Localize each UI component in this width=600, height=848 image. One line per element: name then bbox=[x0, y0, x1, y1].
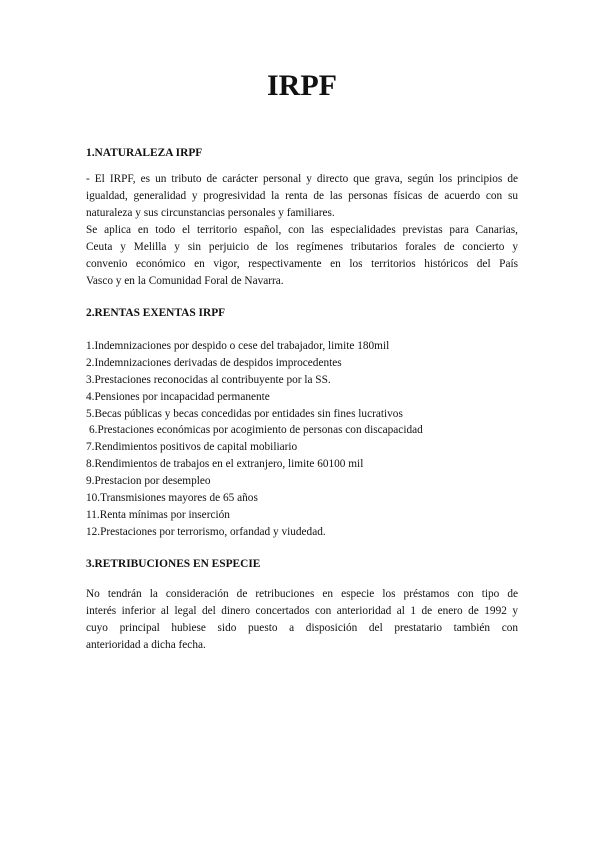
paragraph-line: Vasco y en la Comunidad Foral de Navarra. bbox=[86, 275, 284, 287]
list-item: 11.Renta mínimas por inserción bbox=[86, 508, 230, 521]
list-item: 3.Prestaciones reconocidas al contribuyente por la SS. bbox=[86, 373, 331, 386]
rentas-exentas-list bbox=[86, 338, 518, 541]
list-item: 1.Indemnizaciones por despido o cese del trabajador, limite 180mil bbox=[86, 340, 390, 352]
list-item: 9.Prestacion por desempleo bbox=[86, 475, 211, 488]
list-item: 7.Rendimientos positivos de capital mobiliario bbox=[86, 441, 298, 454]
paragraph-line: igualdad, generalidad y progresividad la renta de las personas físicas de acuerdo con su bbox=[86, 190, 518, 202]
paragraph-line: convenio económico en vigor, respectivamente en los territorios históricos del País bbox=[86, 258, 518, 270]
paragraph-line: naturaleza y sus circunstancias personales y familiares. bbox=[86, 207, 335, 219]
section-paragraph-retribuciones bbox=[86, 586, 518, 654]
list-item: 6.Prestaciones económicas por acogimiento de personas con discapacidad bbox=[89, 424, 423, 437]
paragraph-line: Ceuta y Melilla y sin perjuicio de los regímenes tributarios forales de concierto y bbox=[86, 241, 518, 253]
paragraph-line: No tendrán la consideración de retribuciones en especie los préstamos con tipo de bbox=[86, 588, 518, 600]
document-title: IRPF bbox=[267, 69, 337, 102]
list-item: 5.Becas públicas y becas concedidas por entidades sin fines lucrativos bbox=[86, 407, 403, 420]
paragraph-line: Se aplica en todo el territorio español, con las especialidades previstas para Canarias, bbox=[86, 224, 518, 236]
section-heading-retribuciones: 3.RETRIBUCIONES EN ESPECIE bbox=[86, 558, 261, 570]
section-heading-naturaleza: 1.NATURALEZA IRPF bbox=[86, 147, 203, 159]
section-heading-rentas-exentas: 2.RENTAS EXENTAS IRPF bbox=[86, 307, 226, 319]
paragraph-line: - El IRPF, es un tributo de carácter personal y directo que grava, según los principios de bbox=[86, 173, 518, 185]
paragraph-line: anterioridad a dicha fecha. bbox=[86, 639, 206, 651]
list-item: 8.Rendimientos de trabajos en el extranjero, limite 60100 mil bbox=[86, 458, 364, 471]
paragraph-line: interés inferior al legal del dinero concertados con anterioridad al 1 de enero de 1992 y bbox=[86, 605, 518, 617]
list-item: 12.Prestaciones por terrorismo, orfandad y viudedad. bbox=[86, 525, 326, 538]
section-paragraph-naturaleza bbox=[86, 171, 518, 290]
paragraph-line: cuyo principal hubiese sido puesto a disposición del prestatario también con bbox=[86, 622, 518, 634]
list-item: 4.Pensiones por incapacidad permanente bbox=[86, 390, 270, 403]
list-item: 2.Indemnizaciones derivadas de despidos improcedentes bbox=[86, 356, 342, 369]
list-item: 10.Transmisiones mayores de 65 años bbox=[86, 492, 258, 505]
